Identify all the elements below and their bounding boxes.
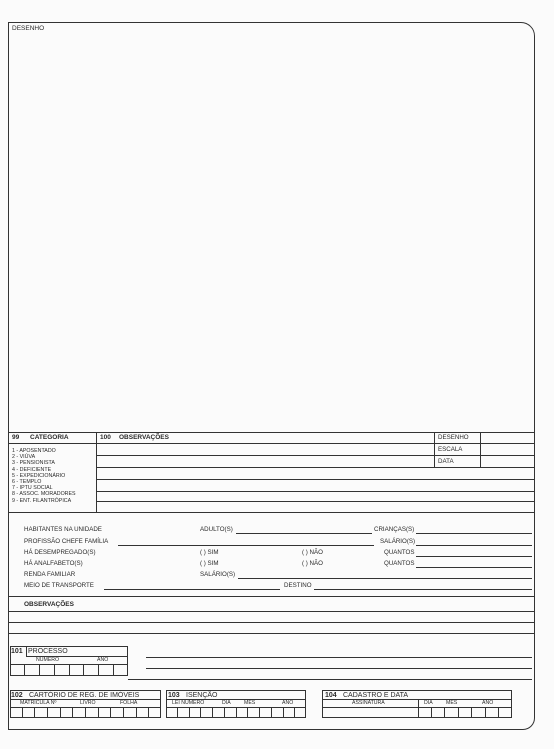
habitantes-label: HABITANTES NA UNIDADE xyxy=(24,526,102,533)
observacoes-number: 100 xyxy=(100,434,111,441)
profissao-field[interactable] xyxy=(118,545,374,546)
desempregado-label: HÁ DESEMPREGADO(S) xyxy=(24,549,96,556)
side-box-divider xyxy=(480,432,481,467)
observacoes2-title: OBSERVAÇÕES xyxy=(24,601,74,608)
categoria-number: 99 xyxy=(12,434,20,441)
destino-field[interactable] xyxy=(314,589,532,590)
isencao-mes-label: MÊS xyxy=(244,700,256,706)
criancas-field[interactable] xyxy=(416,533,532,534)
side-box-line xyxy=(434,443,535,444)
analfabeto-quantos-label: QUANTOS xyxy=(384,560,415,567)
cartorio-folha-label: FOLHA xyxy=(120,700,138,706)
processo-number: 101 xyxy=(11,648,23,655)
side-box-divider xyxy=(434,432,435,467)
observacoes-line[interactable] xyxy=(96,455,535,456)
observacoes-line[interactable] xyxy=(96,479,535,480)
section-divider xyxy=(8,596,535,597)
observacoes-title: OBSERVAÇÕES xyxy=(119,434,169,441)
salario-label: SALÁRIO(S) xyxy=(380,538,416,545)
side-label-data: DATA xyxy=(438,458,454,465)
categoria-item: 6 - TEMPLO xyxy=(12,479,42,486)
observacoes2-line[interactable] xyxy=(8,622,535,623)
desempregado-quantos-field[interactable] xyxy=(416,556,532,557)
analfabeto-quantos-field[interactable] xyxy=(416,567,532,568)
categoria-underline xyxy=(8,443,96,444)
side-label-desenho: DESENHO xyxy=(438,434,469,441)
isencao-lei-label: LEI NÚMERO xyxy=(172,700,205,706)
cartorio-matricula-label: MATRÍCULA Nº xyxy=(20,700,57,706)
cartorio-livro-label: LIVRO xyxy=(80,700,96,706)
transporte-field[interactable] xyxy=(104,589,280,590)
isencao-number: 103 xyxy=(168,692,180,699)
analfabeto-sim[interactable]: ( ) SIM xyxy=(200,560,219,567)
profissao-label: PROFISSÃO CHEFE FAMÍLIA xyxy=(24,538,109,545)
observacoes-line[interactable] xyxy=(96,491,535,492)
renda-salarios-label: SALÁRIO(S) xyxy=(200,571,236,578)
cadastro-mes-label: MÊS xyxy=(446,700,458,706)
categoria-item: 7 - IPTU SOCIAL xyxy=(12,485,53,492)
destino-label: DESTINO xyxy=(284,582,312,589)
isencao-dia-label: DIA xyxy=(222,700,231,706)
categoria-item: 2 - VIÚVA xyxy=(12,454,36,461)
cadastro-number: 104 xyxy=(325,692,337,699)
observacoes2-line[interactable] xyxy=(8,633,535,634)
desempregado-sim[interactable]: ( ) SIM xyxy=(200,549,219,556)
observacoes2-line[interactable] xyxy=(8,611,535,612)
categoria-item: 4 - DEFICIENTE xyxy=(12,466,52,473)
cartorio-title: CARTÓRIO DE REG. DE IMÓVEIS xyxy=(29,692,140,699)
categoria-item: 1 - APOSENTADO xyxy=(12,448,56,454)
salario-field[interactable] xyxy=(416,545,532,546)
cadastro-assinatura-field[interactable] xyxy=(322,707,418,718)
cartorio-number: 102 xyxy=(11,692,23,699)
categoria-list xyxy=(12,448,97,504)
cadastro-title: CADASTRO E DATA xyxy=(343,692,409,699)
processo-numero-label: NÚMERO xyxy=(36,657,60,663)
section-divider xyxy=(8,432,535,433)
adultos-label: ADULTO(S) xyxy=(200,526,233,533)
cadastro-dia-label: DIA xyxy=(424,700,433,706)
renda-label: RENDA FAMILIAR xyxy=(24,571,76,578)
analfabeto-label: HÁ ANALFABETO(S) xyxy=(24,560,83,567)
processo-title: PROCESSO xyxy=(28,648,68,655)
observacoes-header-line xyxy=(96,443,434,444)
processo-divider xyxy=(26,646,27,656)
cadastro-ano-label: ANO xyxy=(482,700,494,706)
categoria-divider xyxy=(96,432,97,512)
categoria-item: 9 - ENT. FILANTRÓPICA xyxy=(12,497,72,504)
observacoes-line[interactable] xyxy=(96,467,535,468)
drawing-area[interactable] xyxy=(12,36,530,430)
processo-line-right[interactable] xyxy=(146,668,532,669)
processo-line-right[interactable] xyxy=(146,657,532,658)
isencao-title: ISENÇÃO xyxy=(186,692,218,699)
categoria-item: 5 - EXPEDICIONÁRIO xyxy=(12,472,66,479)
drawing-area-label: DESENHO xyxy=(12,25,45,32)
side-label-escala: ESCALA xyxy=(438,446,463,453)
cartorio-cells[interactable] xyxy=(10,707,161,718)
analfabeto-nao[interactable]: ( ) NÃO xyxy=(302,560,323,567)
isencao-ano-label: ANO xyxy=(282,700,294,706)
processo-ano-label: ANO xyxy=(97,657,109,663)
cadastro-cells[interactable] xyxy=(418,707,512,718)
criancas-label: CRIANÇAS(S) xyxy=(374,526,415,533)
categoria-item: 3 - PENSIONISTA xyxy=(12,460,55,467)
isencao-cells[interactable] xyxy=(166,707,306,718)
renda-field[interactable] xyxy=(238,578,532,579)
desempregado-nao[interactable]: ( ) NÃO xyxy=(302,549,323,556)
processo-cells[interactable] xyxy=(10,664,128,676)
categoria-title: CATEGORIA xyxy=(30,434,69,441)
cadastro-assinatura-label: ASSINATURA xyxy=(352,700,385,706)
processo-line-right[interactable] xyxy=(128,679,532,680)
section-divider xyxy=(8,512,535,513)
adultos-field[interactable] xyxy=(236,533,372,534)
observacoes-line[interactable] xyxy=(96,501,535,502)
categoria-item: 8 - ASSOC. MORADORES xyxy=(12,491,76,498)
transporte-label: MEIO DE TRANSPORTE xyxy=(24,582,94,589)
desempregado-quantos-label: QUANTOS xyxy=(384,549,415,556)
